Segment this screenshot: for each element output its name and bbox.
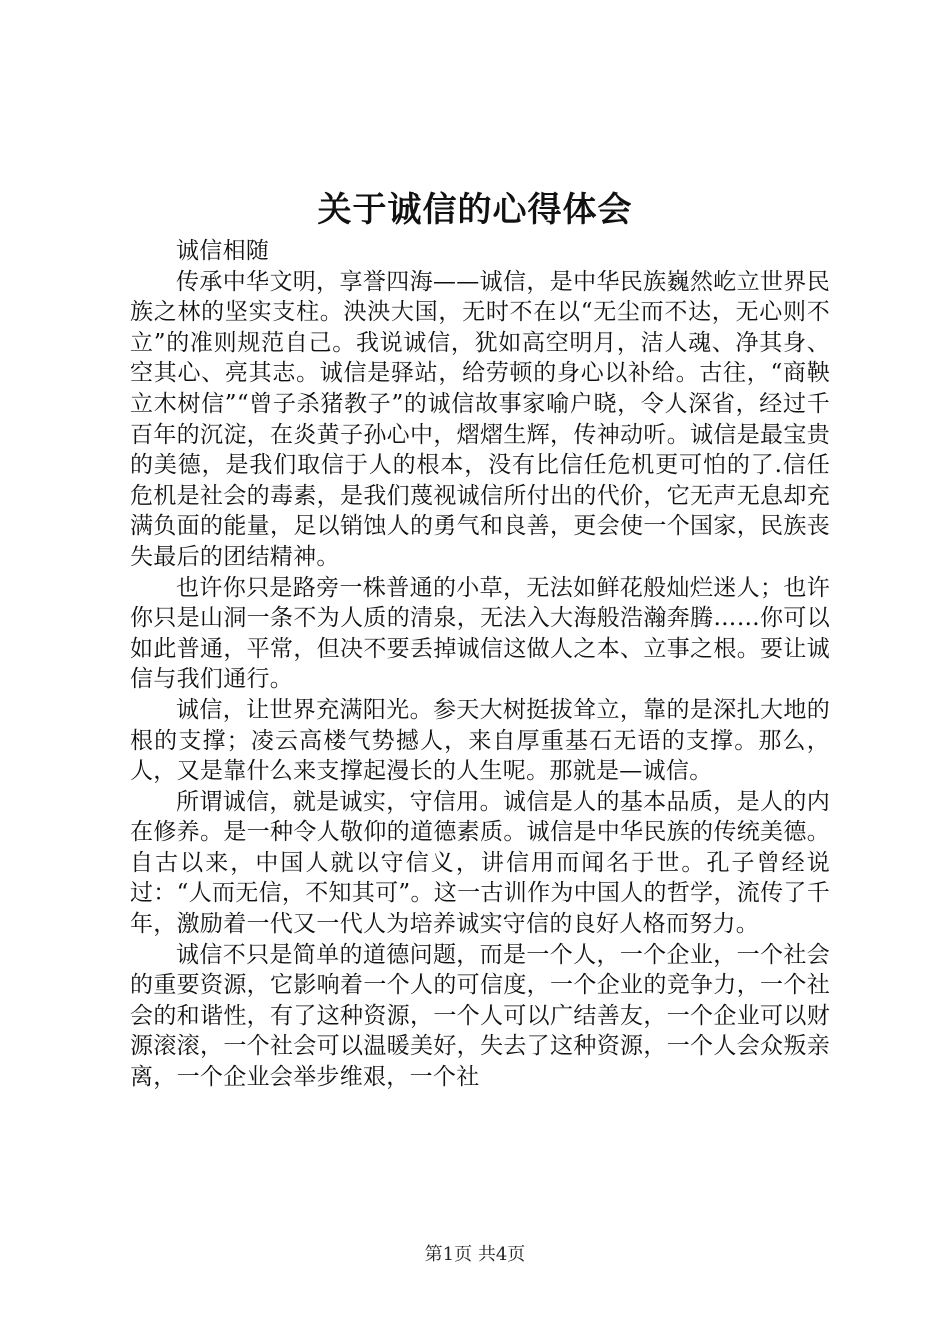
paragraph: 也许你只是路旁一株普通的小草，无法如鲜花般灿烂迷人；也许你只是山洞一条不为人质的清泉，无法入大海般浩瀚奔腾……你可以如此普通，平常，但决不要丢掉诚信这做人之本、立事之根。要让诚信与我们通行。: [130, 574, 830, 693]
paragraph: 诚信不只是简单的道德问题，而是一个人，一个企业，一个社会的重要资源，它影响着一个人的可信度，一个企业的竞争力，一个社会的和谐性，有了这种资源，一个人可以广结善友，一个企业可以财源滚滚，一个社会可以温暖美好，失去了这种资源，一个人会众叛亲离，一个企业会举步维艰，一个社: [130, 941, 830, 1091]
paragraph: 传承中华文明，享誉四海——诚信，是中华民族巍然屹立世界民族之林的坚实支柱。泱泱大国，无时不在以“无尘而不达，无心则不立”的准则规范自己。我说诚信，犹如高空明月，洁人魂、净其身、空其心、亮其志。诚信是驿站，给劳顿的身心以补给。古往，“商鞅立木树信”“曾子杀猪教子”的诚信故事家喻户晓，令人深省，经过千百年的沉淀，在炎黄子孙心中，熠熠生辉，传神动听。诚信是最宝贵的美德，是我们取信于人的根本，没有比信任危机更可怕的了.信任危机是社会的毒素，是我们蔑视诚信所付出的代价，它无声无息却充满负面的能量，足以销蚀人的勇气和良善，更会使一个国家，民族丧失最后的团结精神。: [130, 268, 830, 570]
paragraph: 诚信，让世界充满阳光。参天大树挺拔耸立，靠的是深扎大地的根的支撑；凌云高楼气势撼人，来自厚重基石无语的支撑。那么，人，又是靠什么来支撑起漫长的人生呢。那就是—诚信。: [130, 696, 830, 785]
document-body: [130, 236, 830, 1093]
document-title: 关于诚信的心得体会: [317, 190, 633, 230]
paragraph: 所谓诚信，就是诚实，守信用。诚信是人的基本品质，是人的内在修养。是一种令人敬仰的道德素质。诚信是中华民族的传统美德。自古以来，中国人就以守信义，讲信用而闻名于世。孔子曾经说过：“人而无信，不知其可”。这一古训作为中国人的哲学，流传了千年，激励着一代又一代人为培养诚实守信的良好人格而努力。: [130, 788, 830, 938]
document-subtitle: 诚信相随: [176, 238, 270, 264]
page-number-footer: 第1页 共4页: [424, 1244, 526, 1265]
